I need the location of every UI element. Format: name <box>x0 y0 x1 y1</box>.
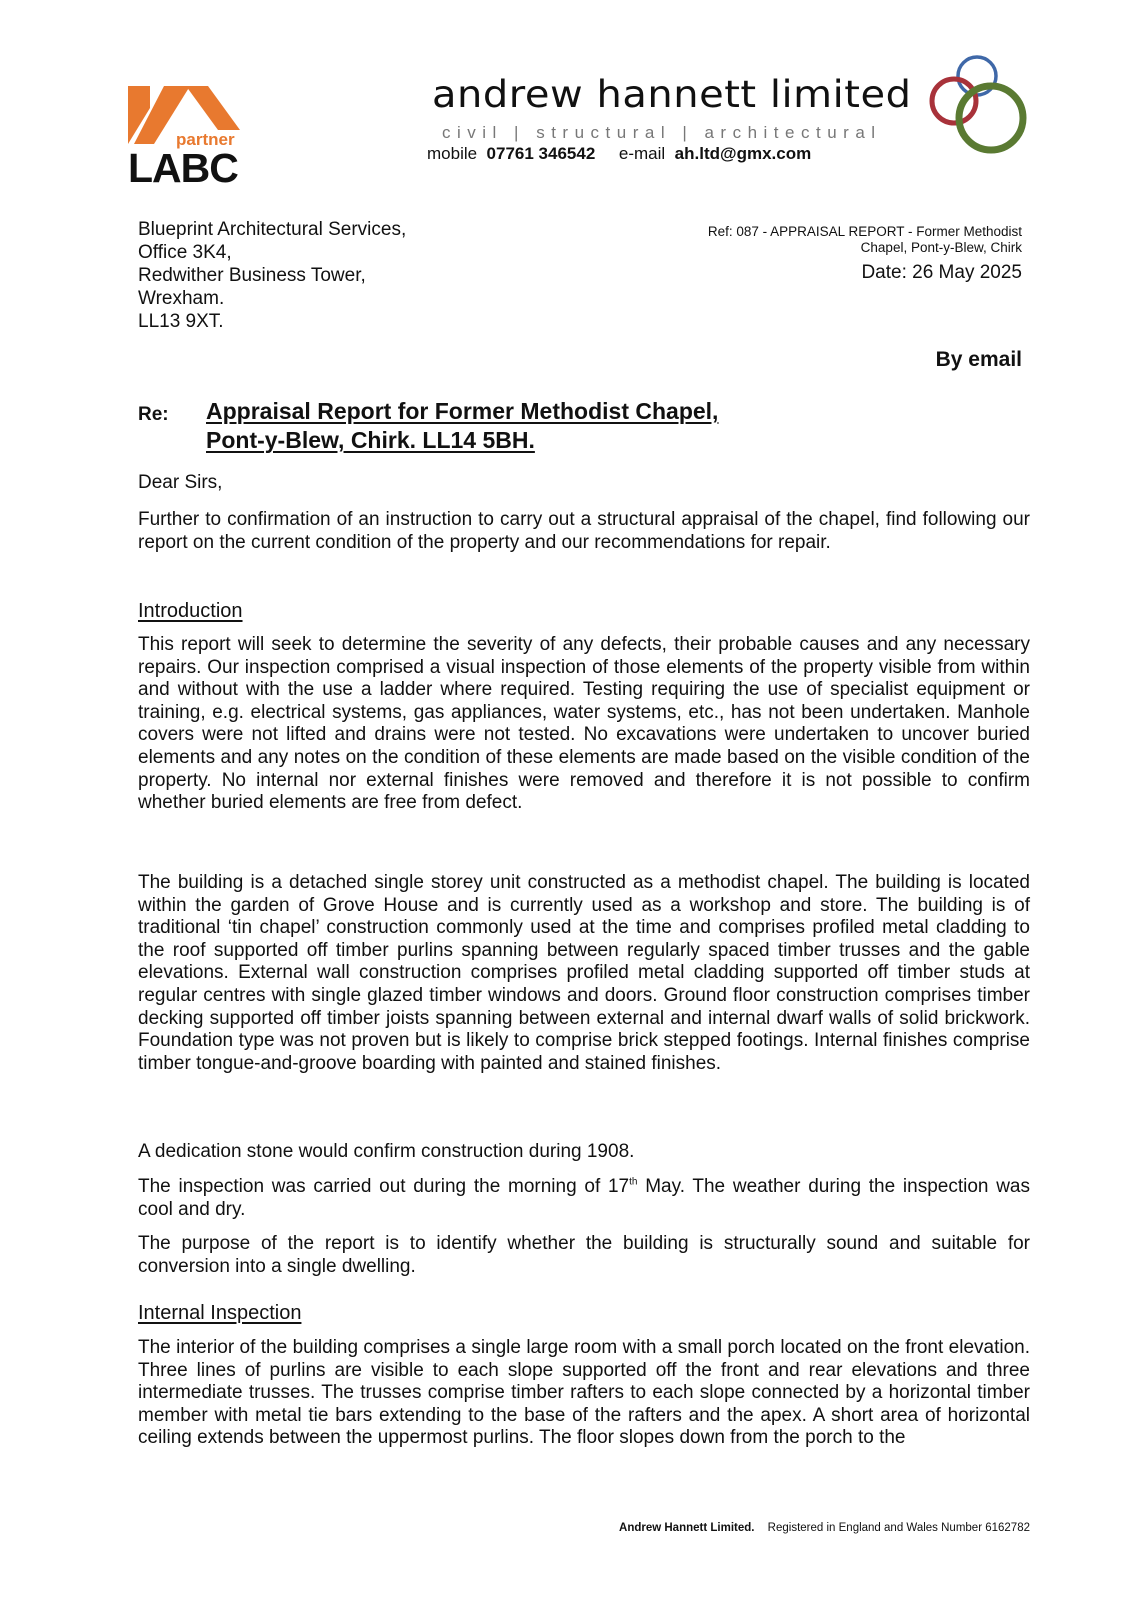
labc-brand: LABC <box>128 145 238 191</box>
introduction-paragraph-3: A dedication stone would confirm construction during 1908. <box>138 1141 635 1162</box>
salutation: Dear Sirs, <box>138 472 223 493</box>
subject-title <box>206 397 718 455</box>
introduction-paragraph-2: The building is a detached single storey unit constructed as a methodist chapel. The building is located within the garden of Grove House and is currently used as a workshop and store. The building is of traditional ‘tin chapel’ construction commonly used at the time and comprises profiled metal cladding to the roof supported off timber purlins spanning between regularly spaced timber trusses and the gable elevations. External wall construction comprises profiled metal cladding supported off timber studs at regular centres with single glazed timber windows and doors. Ground floor construction comprises timber decking supported off timber joists spanning between external and internal dwarf walls of solid brickwork. Foundation type was not proven but is likely to comprise brick stepped footings. Internal finishes comprise timber tongue-and-groove boarding with painted and stained finishes. <box>138 872 1030 1074</box>
email-label: e-mail <box>618 144 666 163</box>
delivery-method: By email <box>935 348 1022 371</box>
address-line: Blueprint Architectural Services, <box>138 219 407 240</box>
introduction-paragraph-5: The purpose of the report is to identify whether the building is structurally sound and suitable for conversion into a single dwelling. <box>138 1233 1030 1277</box>
letter-date: Date: 26 May 2025 <box>861 262 1022 283</box>
address-line: LL13 9XT. <box>138 311 224 332</box>
address-line: Redwither Business Tower, <box>138 265 366 286</box>
reference-line-1: Ref: 087 - APPRAISAL REPORT - Former Methodist <box>707 224 1022 239</box>
mobile-number: 07761 346542 <box>486 144 596 163</box>
subject-line-2: Pont-y-Blew, Chirk. LL14 5BH. <box>206 427 535 453</box>
subject-line-1: Appraisal Report for Former Methodist Chapel, <box>206 398 719 424</box>
introduction-paragraph-4: The inspection was carried out during the morning of 17th May. The weather during the inspection was cool and dry. <box>138 1176 1031 1220</box>
page-footer <box>619 1522 1030 1534</box>
mobile-label: mobile <box>427 144 478 163</box>
introduction-paragraph-1: This report will seek to determine the severity of any defects, their probable causes and any necessary repairs. Our inspection comprised a visual inspection of those elements of the property visible from within and without with the use a ladder where required. Testing requiring the use of specialist equipment or training, e.g. electrical systems, gas appliances, water systems, etc., has not been undertaken. Manhole covers were not lifted and drains were not tested. No excavations were undertaken to uncover buried elements and any notes on the condition of these elements are made based on the visible condition of the property. No internal nor external finishes were removed and therefore it is not possible to confirm whether buried elements are free from defect. <box>138 634 1030 814</box>
section-heading-internal-inspection: Internal Inspection <box>138 1302 302 1324</box>
footer-company: Andrew Hannett Limited. <box>619 1522 755 1534</box>
company-tagline: civil | structural | architectural <box>442 123 882 142</box>
addressee-block <box>138 218 406 333</box>
internal-inspection-paragraph-1: The interior of the building comprises a single large room with a small porch located on the front elevation. Three lines of purlins are visible to each slope supported off the front and rear elevations and three intermediate trusses. The trusses comprise timber rafters to each slope connected by a horizontal timber member with metal tie bars extending to the base of the rafters and the apex. A short area of horizontal ceiling extends between the uppermost purlins. The floor slopes down from the porch to the <box>138 1337 1030 1449</box>
company-name: andrew hannett limited <box>432 73 912 116</box>
reference-line-2: Chapel, Pont-y-Blew, Chirk <box>860 240 1022 255</box>
rings-logo-icon <box>925 54 1030 159</box>
labc-partner-label: partner <box>176 130 235 149</box>
reference-block <box>622 224 1022 256</box>
footer-registration: Registered in England and Wales Number 6162782 <box>767 1522 1030 1534</box>
company-contact <box>427 144 811 164</box>
labc-partner-logo <box>128 86 268 191</box>
address-line: Office 3K4, <box>138 242 232 263</box>
opening-paragraph: Further to confirmation of an instruction to carry out a structural appraisal of the chapel, find following our report on the current condition of the property and our recommendations for repair. <box>138 509 1030 553</box>
subject-label: Re: <box>138 404 169 425</box>
email-address: ah.ltd@gmx.com <box>674 144 812 163</box>
address-line: Wrexham. <box>138 288 225 309</box>
section-heading-introduction: Introduction <box>138 600 243 622</box>
